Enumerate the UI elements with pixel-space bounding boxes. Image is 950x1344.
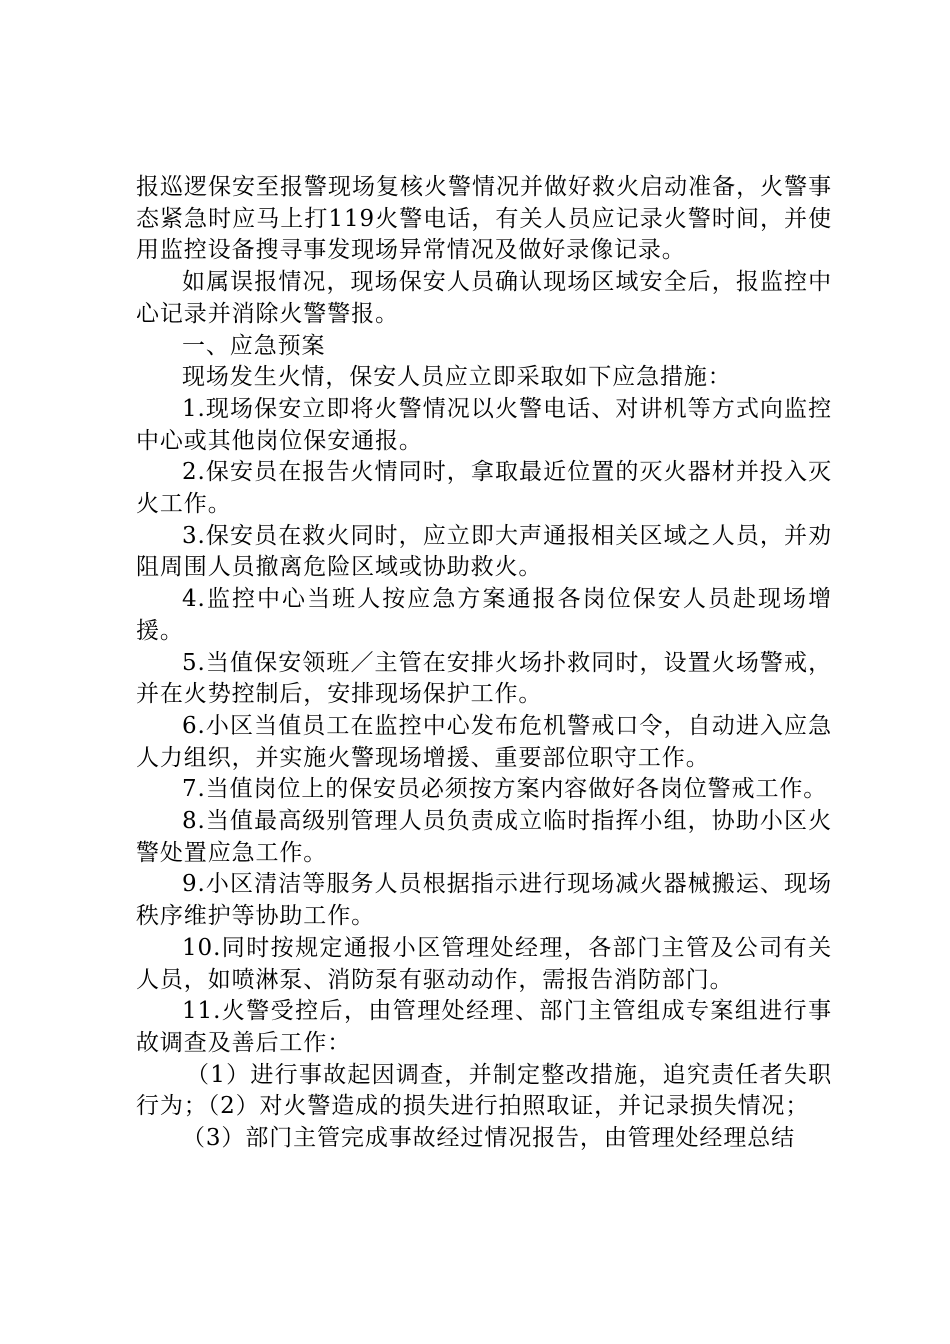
list-item-10: 10.同时按规定通报小区管理处经理，各部门主管及公司有关人员，如喷淋泵、消防泵有驱动动作，需报告消防部门。 (136, 934, 832, 993)
document-body (136, 172, 832, 1155)
section-heading-emergency-plan: 一、应急预案 (182, 332, 326, 359)
sub-item-1-2: （1）进行事故起因调查，并制定整改措施，追究责任者失职行为；（2）对火警造成的损失进行拍照取证，并记录损失情况； (136, 1061, 832, 1120)
list-item-2: 2.保安员在报告火情同时，拿取最近位置的灭火器材并投入灭火工作。 (136, 459, 832, 518)
paragraph-false-alarm: 如属误报情况，现场保安人员确认现场区域安全后，报监控中心记录并消除火警警报。 (136, 269, 832, 327)
list-item-3: 3.保安员在救火同时，应立即大声通报相关区域之人员，并劝阻周围人员撤离危险区域或协助救火。 (136, 522, 832, 581)
list-item-8: 8.当值最高级别管理人员负责成立临时指挥小组，协助小区火警处置应急工作。 (136, 808, 832, 866)
list-item-5: 5.当值保安领班／主管在安排火场扑救同时，设置火场警戒，并在火势控制后，安排现场保护工作。 (136, 649, 832, 708)
list-item-6: 6.小区当值员工在监控中心发布危机警戒口令，自动进入应急人力组织，并实施火警现场增援、重要部位职守工作。 (136, 712, 832, 771)
paragraph-intro: 现场发生火情，保安人员应立即采取如下应急措施： (182, 364, 732, 391)
paragraph-continuation: 报巡逻保安至报警现场复核火警情况并做好救火启动准备，火警事态紧急时应马上打119火警电话，有关人员应记录火警时间，并使用监控设备搜寻事发现场异常情况及做好录像记录。 (136, 174, 832, 264)
sub-item-3: （3）部门主管完成事故经过情况报告，由管理处经理总结 (182, 1125, 796, 1152)
list-item-9: 9.小区清洁等服务人员根据指示进行现场减火器械搬运、现场秩序维护等协助工作。 (136, 871, 832, 930)
list-item-7: 7.当值岗位上的保安员必须按方案内容做好各岗位警戒工作。 (182, 776, 828, 803)
list-item-1: 1.现场保安立即将火警情况以火警电话、对讲机等方式向监控中心或其他岗位保安通报。 (136, 395, 832, 454)
list-item-4: 4.监控中心当班人按应急方案通报各岗位保安人员赴现场增援。 (136, 586, 832, 644)
list-item-11: 11.火警受控后，由管理处经理、部门主管组成专案组进行事故调查及善后工作： (136, 998, 832, 1056)
